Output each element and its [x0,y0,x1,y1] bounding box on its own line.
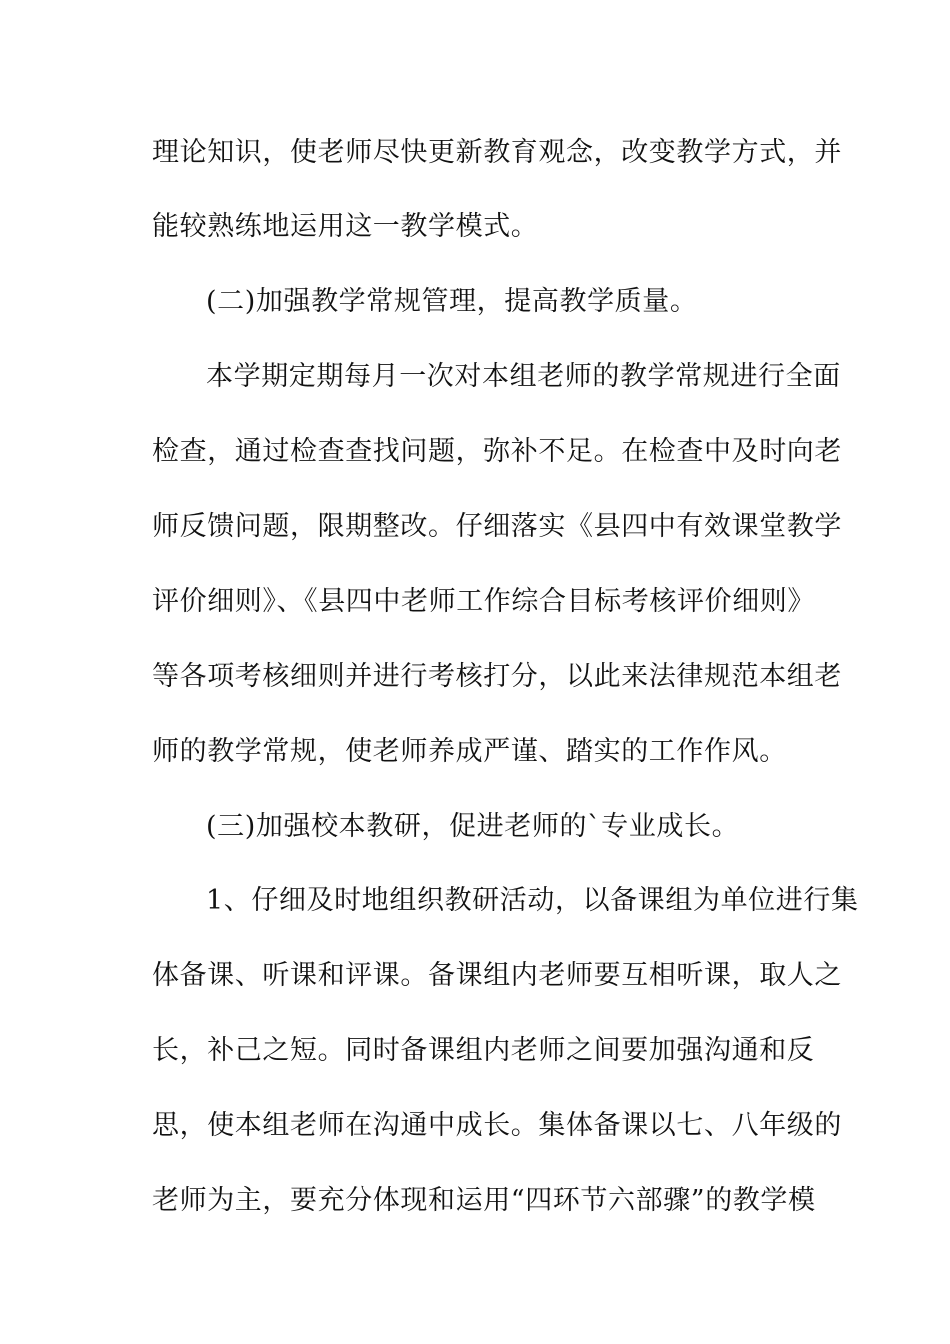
text-line: 1、仔细及时地组织教研活动，以备课组为单位进行集 [206,885,859,916]
text-line: 思，使本组老师在沟通中成长。集体备课以七、八年级的 [152,1110,842,1141]
text-line: 体备课、听课和评课。备课组内老师要互相听课，取人之 [152,960,842,991]
text-line: 能较熟练地运用这一教学模式。 [152,211,539,242]
text-line: 评价细则》、《县四中老师工作综合目标考核评价细则》 [152,586,815,617]
text-line: 本学期定期每月一次对本组老师的教学常规进行全面 [206,361,841,392]
text-line: 检查，通过检查查找问题，弥补不足。在检查中及时向老 [152,436,842,467]
section-heading: (三)加强校本教研，促进老师的`专业成长。 [206,811,740,842]
section-heading: (二)加强教学常规管理，提高教学质量。 [206,286,698,317]
text-line: 理论知识，使老师尽快更新教育观念，改变教学方式，并 [152,137,842,168]
text-line: 长，补己之短。同时备课组内老师之间要加强沟通和反 [152,1035,815,1066]
text-line: 老师为主，要充分体现和运用“四环节六部骤”的教学模 [152,1185,816,1216]
text-line: 师的教学常规，使老师养成严谨、踏实的工作作风。 [152,736,787,767]
text-line: 师反馈问题，限期整改。仔细落实《县四中有效课堂教学 [152,511,842,542]
text-line: 等各项考核细则并进行考核打分，以此来法律规范本组老 [152,661,842,692]
